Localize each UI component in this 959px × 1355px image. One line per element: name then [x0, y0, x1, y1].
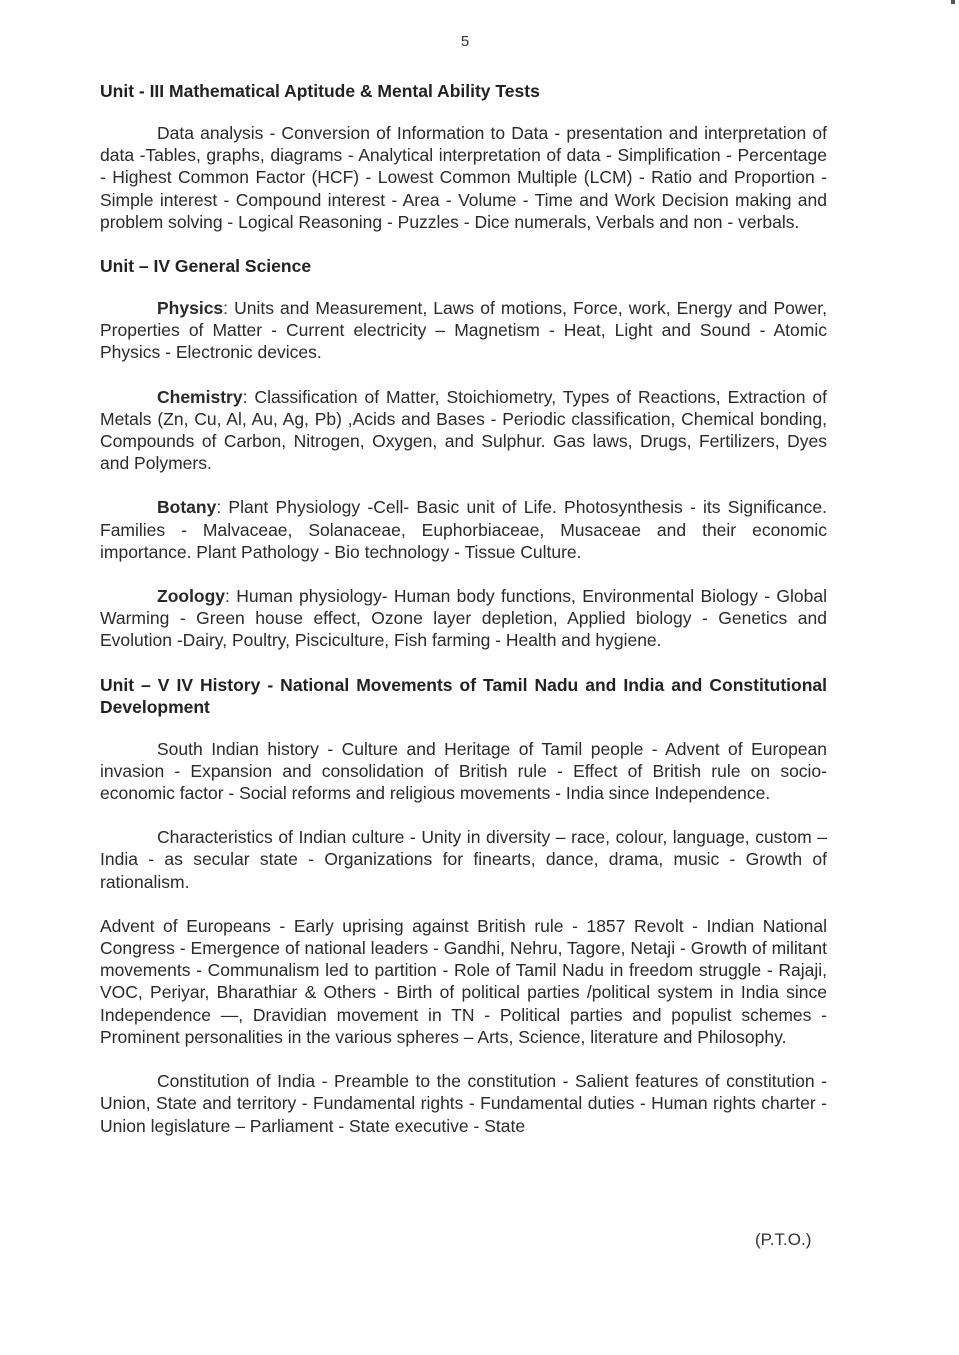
physics-label: Physics [157, 298, 224, 319]
scan-edge-mark [951, 0, 955, 4]
pto-note: (P.T.O.) [755, 1230, 812, 1249]
physics-paragraph [100, 297, 827, 364]
zoology-label: Zoology [157, 586, 226, 607]
botany-label: Botany [157, 497, 217, 518]
chemistry-label: Chemistry [157, 386, 243, 407]
botany-text: : Plant Physiology -Cell- Basic unit of Life. Photosynthesis - its Significance. Families - Malvaceae, Solanaceae, Euphorbiaceae, Musaceae and their economic importance. Plant Pathology - Bio technology - Tissue Culture. [100, 497, 827, 562]
unit-5-paragraph-4: Constitution of India - Preamble to the constitution - Salient features of constitution - Union, State and territory - Fundamental rights - Fundamental duties - Human rights charter - Union legislature – Parliament - State executive - State [100, 1071, 827, 1136]
unit-5-paragraph-1: South Indian history - Culture and Heritage of Tamil people - Advent of European invasion - Expansion and consolidation of British rule - Effect of British rule on socio-economic factor - Social reforms and religious movements - India since Independence. [100, 738, 827, 804]
unit-5-heading: Unit – V IV History - National Movements of Tamil Nadu and India and Constitutional Development [100, 674, 827, 717]
zoology-paragraph [100, 585, 827, 652]
unit-3-heading: Unit - III Mathematical Aptitude & Mental Ability Tests [100, 81, 540, 101]
page-content [100, 80, 827, 1159]
chemistry-text: : Classification of Matter, Stoichiometry, Types of Reactions, Extraction of Metals (Zn, Cu, Al, Au, Ag, Pb) ,Acids and Bases - Periodic classification, Chemical bonding, Compounds of Carbon, Nitrogen, Oxygen, and Sulphur. Gas laws, Drugs, Fertilizers, Dyes and Polymers. [100, 386, 827, 474]
page-number: 5 [460, 33, 470, 50]
unit-5-paragraph-3: Advent of Europeans - Early uprising against British rule - 1857 Revolt - Indian National Congress - Emergence of national leaders - Gandhi, Nehru, Tagore, Netaji - Growth of militant movements - Communalism led to partition - Role of Tamil Nadu in freedom struggle - Rajaji, VOC, Periyar, Bharathiar & Others - Birth of political parties /political system in India since Independence —, Dravidian movement in TN - Political parties and populist schemes - Prominent personalities in the various spheres – Arts, Science, literature and Philosophy. [100, 915, 827, 1047]
physics-text: : Units and Measurement, Laws of motions, Force, work, Energy and Power, Properties of Matter - Current electricity – Magnetism - Heat, Light and Sound - Atomic Physics - Electronic devices. [100, 298, 827, 363]
zoology-text: : Human physiology- Human body functions, Environmental Biology - Global Warming - Green house effect, Ozone layer depletion, Applied biology - Genetics and Evolution -Dairy, Poultry, Pisciculture, Fish farming - Health and hygiene. [100, 586, 827, 651]
unit-3-paragraph: Data analysis - Conversion of Information to Data - presentation and interpretation of data -Tables, graphs, diagrams - Analytical interpretation of data - Simplification - Percentage - Highest Common Factor (HCF) - Lowest Common Multiple (LCM) - Ratio and Proportion - Simple interest - Compound interest - Area - Volume - Time and Work Decision making and problem solving - Logical Reasoning - Puzzles - Dice numerals, Verbals and non - verbals. [100, 123, 827, 232]
unit-4-heading: Unit – IV General Science [100, 256, 312, 277]
unit-5-paragraph-2: Characteristics of Indian culture - Unity in diversity – race, colour, language, custom – India - as secular state - Organizations for finearts, dance, drama, music - Growth of rationalism. [100, 827, 827, 892]
botany-paragraph [100, 496, 827, 563]
chemistry-paragraph [100, 386, 827, 475]
